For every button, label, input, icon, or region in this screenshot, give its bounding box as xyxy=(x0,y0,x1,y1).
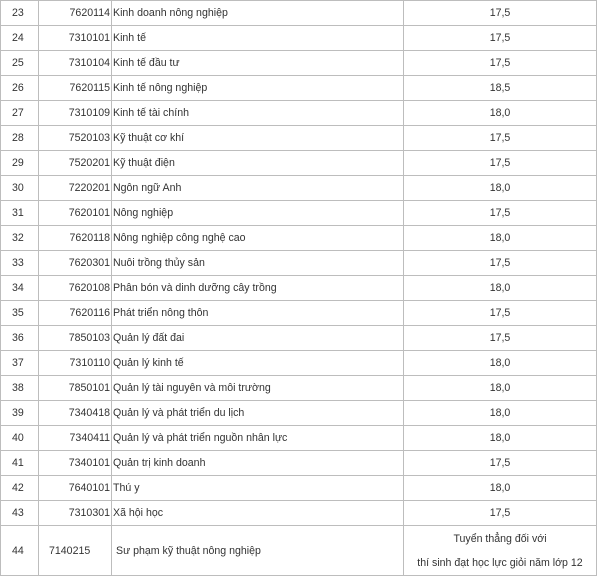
note-line-1: Tuyển thẳng đối với xyxy=(453,532,547,545)
major-name-cell: Kinh tế xyxy=(112,26,404,51)
major-name-cell: Thú y xyxy=(112,476,404,501)
score-cell: 17,5 xyxy=(404,451,597,476)
major-code-cell: 7340101 xyxy=(39,451,112,476)
major-name-cell: Phân bón và dinh dưỡng cây trồng xyxy=(112,276,404,301)
major-code-cell: 7340418 xyxy=(39,401,112,426)
major-name-cell: Ngôn ngữ Anh xyxy=(112,176,404,201)
major-name-cell: Xã hội học xyxy=(112,501,404,526)
score-note-cell xyxy=(404,526,597,576)
row-number-cell: 40 xyxy=(1,426,39,451)
row-number-cell: 34 xyxy=(1,276,39,301)
score-cell: 17,5 xyxy=(404,1,597,26)
score-cell: 18,0 xyxy=(404,101,597,126)
table-row xyxy=(1,101,597,126)
row-number-cell: 39 xyxy=(1,401,39,426)
major-name-cell: Kinh tế đầu tư xyxy=(112,51,404,76)
major-name-cell: Quản lý và phát triển du lịch xyxy=(112,401,404,426)
table-row xyxy=(1,176,597,201)
score-cell: 17,5 xyxy=(404,126,597,151)
score-cell: 18,0 xyxy=(404,401,597,426)
major-name-cell: Quản lý đất đai xyxy=(112,326,404,351)
score-cell: 18,0 xyxy=(404,426,597,451)
row-number-cell: 37 xyxy=(1,351,39,376)
major-code-cell: 7620118 xyxy=(39,226,112,251)
note-line-2: thí sinh đạt học lực giỏi năm lớp 12 xyxy=(417,556,583,569)
score-cell: 17,5 xyxy=(404,201,597,226)
major-code-cell: 7620116 xyxy=(39,301,112,326)
major-code-cell: 7620101 xyxy=(39,201,112,226)
major-code-cell: 7850101 xyxy=(39,376,112,401)
score-cell: 17,5 xyxy=(404,26,597,51)
score-cell: 18,5 xyxy=(404,76,597,101)
major-code-cell: 7520103 xyxy=(39,126,112,151)
table-row xyxy=(1,201,597,226)
table-row xyxy=(1,276,597,301)
score-cell: 17,5 xyxy=(404,151,597,176)
score-cell: 18,0 xyxy=(404,476,597,501)
major-code-cell: 7140215 xyxy=(39,526,112,576)
row-number-cell: 25 xyxy=(1,51,39,76)
row-number-cell: 23 xyxy=(1,1,39,26)
table-row-44 xyxy=(1,526,597,576)
major-name-cell: Sư phạm kỹ thuật nông nghiệp xyxy=(112,526,404,576)
table-row xyxy=(1,426,597,451)
row-number-cell: 36 xyxy=(1,326,39,351)
major-name-cell: Quản trị kinh doanh xyxy=(112,451,404,476)
table-row xyxy=(1,451,597,476)
major-code-cell: 7620115 xyxy=(39,76,112,101)
score-cell: 18,0 xyxy=(404,226,597,251)
major-code-cell: 7340411 xyxy=(39,426,112,451)
score-cell: 18,0 xyxy=(404,351,597,376)
score-cell: 17,5 xyxy=(404,301,597,326)
row-number-cell: 33 xyxy=(1,251,39,276)
major-code-cell: 7620114 xyxy=(39,1,112,26)
score-cell: 18,0 xyxy=(404,276,597,301)
major-name-cell: Quản lý tài nguyên và môi trường xyxy=(112,376,404,401)
major-name-cell: Quản lý và phát triển nguồn nhân lực xyxy=(112,426,404,451)
row-number-cell: 32 xyxy=(1,226,39,251)
table-row xyxy=(1,501,597,526)
major-code-cell: 7620108 xyxy=(39,276,112,301)
major-code-cell: 7310110 xyxy=(39,351,112,376)
row-number-cell: 26 xyxy=(1,76,39,101)
major-name-cell: Kỹ thuật điện xyxy=(112,151,404,176)
score-cell: 18,0 xyxy=(404,376,597,401)
table-row xyxy=(1,226,597,251)
score-cell: 18,0 xyxy=(404,176,597,201)
table-row xyxy=(1,76,597,101)
major-code-cell: 7310101 xyxy=(39,26,112,51)
major-code-cell: 7640101 xyxy=(39,476,112,501)
table-row xyxy=(1,251,597,276)
table-row xyxy=(1,401,597,426)
major-name-cell: Kỹ thuật cơ khí xyxy=(112,126,404,151)
row-number-cell: 41 xyxy=(1,451,39,476)
table-body xyxy=(1,1,597,576)
table-row xyxy=(1,51,597,76)
major-name-cell: Nông nghiệp xyxy=(112,201,404,226)
table-row xyxy=(1,351,597,376)
major-name-cell: Quản lý kinh tế xyxy=(112,351,404,376)
major-name-cell: Phát triển nông thôn xyxy=(112,301,404,326)
row-number-cell: 38 xyxy=(1,376,39,401)
table-row xyxy=(1,326,597,351)
score-cell: 17,5 xyxy=(404,51,597,76)
row-number-cell: 35 xyxy=(1,301,39,326)
table-row xyxy=(1,476,597,501)
major-code-cell: 7850103 xyxy=(39,326,112,351)
row-number-cell: 42 xyxy=(1,476,39,501)
row-number-cell: 43 xyxy=(1,501,39,526)
row-number-cell: 29 xyxy=(1,151,39,176)
major-code-cell: 7520201 xyxy=(39,151,112,176)
table-row xyxy=(1,126,597,151)
table-row xyxy=(1,376,597,401)
score-cell: 17,5 xyxy=(404,501,597,526)
major-code-cell: 7310104 xyxy=(39,51,112,76)
major-code-cell: 7310301 xyxy=(39,501,112,526)
major-code-cell: 7620301 xyxy=(39,251,112,276)
table-row xyxy=(1,301,597,326)
row-number-cell: 28 xyxy=(1,126,39,151)
major-code-cell: 7220201 xyxy=(39,176,112,201)
table-row xyxy=(1,1,597,26)
score-cell: 17,5 xyxy=(404,251,597,276)
score-cell: 17,5 xyxy=(404,326,597,351)
table-row xyxy=(1,26,597,51)
major-name-cell: Kinh tế tài chính xyxy=(112,101,404,126)
row-number-cell: 44 xyxy=(1,526,39,576)
row-number-cell: 24 xyxy=(1,26,39,51)
row-number-cell: 30 xyxy=(1,176,39,201)
table-row xyxy=(1,151,597,176)
major-name-cell: Nuôi trồng thủy sản xyxy=(112,251,404,276)
row-number-cell: 27 xyxy=(1,101,39,126)
row-number-cell: 31 xyxy=(1,201,39,226)
major-name-cell: Nông nghiệp công nghệ cao xyxy=(112,226,404,251)
major-name-cell: Kinh tế nông nghiệp xyxy=(112,76,404,101)
major-code-cell: 7310109 xyxy=(39,101,112,126)
major-name-cell: Kinh doanh nông nghiệp xyxy=(112,1,404,26)
